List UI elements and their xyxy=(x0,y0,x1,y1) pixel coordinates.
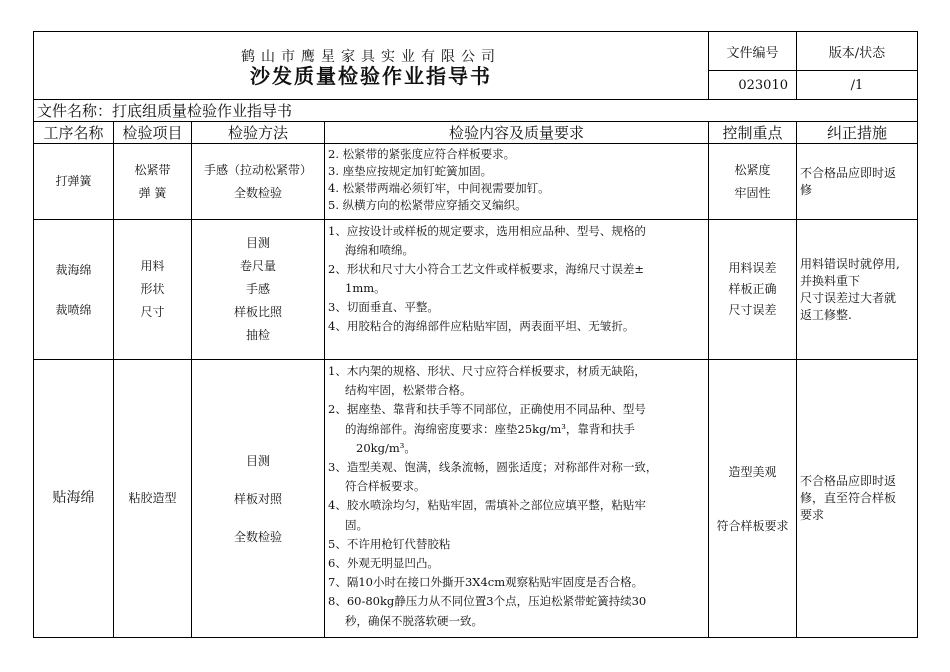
item-text: 用料 xyxy=(140,259,165,273)
requirements-cell xyxy=(325,220,709,360)
method-text: 手感 xyxy=(245,282,270,296)
item-text: 弹 簧 xyxy=(138,185,167,200)
requirement-line: 7、隔10小时在接口外撕开3X4cm观察粘贴牢固度是否合格。 xyxy=(328,575,644,590)
inspection-table xyxy=(33,31,918,638)
process-name: 裁喷绵 xyxy=(55,302,92,317)
method-text: 全数检验 xyxy=(233,529,282,544)
requirement-line: 8、60-80kg静压力从不同位置3个点，压迫松紧带蛇簧持续30 xyxy=(328,594,647,609)
correction-cell xyxy=(797,220,918,360)
method-text: 卷尺量 xyxy=(239,259,276,273)
correction-cell xyxy=(797,360,918,638)
control-cell xyxy=(709,220,797,360)
requirements-cell xyxy=(325,144,709,220)
item-cell xyxy=(114,360,192,638)
requirement-line: 2、据座垫、靠背和扶手等不同部位，正确使用不同品种、型号 xyxy=(328,402,646,417)
document-title: 沙发质量检验作业指导书 xyxy=(250,63,492,88)
col-header-correction: 纠正措施 xyxy=(797,122,918,144)
requirement-line: 5. 纵横方向的松紧带应穿插交叉编织。 xyxy=(328,198,527,212)
requirement-line: 的海绵部件。海绵密度要求：座垫25kg/m³，靠背和扶手 xyxy=(345,421,635,436)
col-header-method: 检验方法 xyxy=(192,122,325,144)
correction-text: 尺寸误差过大者就 xyxy=(800,290,897,305)
control-cell xyxy=(709,360,797,638)
correction-text: 用料错误时就停用, xyxy=(800,256,900,271)
process-name: 打弹簧 xyxy=(55,174,92,188)
correction-text: 返工修整. xyxy=(800,307,852,322)
method-text: 手感（拉动松紧带） xyxy=(203,162,312,177)
method-text: 目测 xyxy=(245,453,270,468)
requirement-line: 海绵和喷绵。 xyxy=(345,243,414,257)
process-cell xyxy=(34,220,114,360)
item-cell xyxy=(114,220,192,360)
col-header-process: 工序名称 xyxy=(34,122,114,144)
process-name: 裁海绵 xyxy=(55,262,92,277)
control-text: 牢固性 xyxy=(734,185,771,200)
table-row xyxy=(34,144,918,220)
requirement-line: 1mm。 xyxy=(345,281,386,295)
correction-text: 不合格品应即时返 xyxy=(800,165,897,180)
requirement-line: 2. 松紧带的紧张度应符合样板要求。 xyxy=(328,147,516,161)
method-text: 样板比照 xyxy=(233,305,282,319)
table-row xyxy=(34,360,918,638)
requirement-line: 4、用胶粘合的海绵部件应粘贴牢固，两表面平坦、无皱折。 xyxy=(328,319,635,333)
col-header-requirements: 检验内容及质量要求 xyxy=(325,122,709,144)
requirement-line: 1、应按设计或样板的规定要求，选用相应品种、型号、规格的 xyxy=(328,224,646,238)
col-header-control: 控制重点 xyxy=(709,122,797,144)
requirement-line: 4、胶水喷涂均匀，粘贴牢固，需填补之部位应填平整，粘贴牢 xyxy=(328,498,646,513)
control-text: 造型美观 xyxy=(728,464,777,479)
requirement-line: 2、形状和尺寸大小符合工艺文件或样板要求，海绵尺寸误差± xyxy=(328,262,644,276)
requirement-line: 3、切面垂直、平整。 xyxy=(328,300,439,314)
control-text: 尺寸误差 xyxy=(728,303,777,317)
requirement-line: 20kg/m³。 xyxy=(356,440,416,455)
document-name: 文件名称：打底组质量检验作业指导书 xyxy=(34,100,918,122)
item-text: 尺寸 xyxy=(140,305,165,319)
requirement-line: 1、木内架的规格、形状、尺寸应符合样板要求，材质无缺陷， xyxy=(328,364,646,378)
requirement-line: 符合样板要求。 xyxy=(345,479,426,494)
correction-text: 修，直至符合样板 xyxy=(800,491,897,505)
version-label: 版本/状态 xyxy=(797,32,918,71)
requirements-cell xyxy=(325,360,709,638)
correction-text: 并换料重下 xyxy=(800,273,861,288)
requirement-line: 3、造型美观、饱满，线条流畅，圆张适度；对称部件对称一致， xyxy=(328,460,658,475)
item-text: 形状 xyxy=(140,282,165,296)
requirement-line: 4. 松紧带两端必须钉牢，中间视需要加钉。 xyxy=(328,181,550,195)
control-text: 用料误差 xyxy=(728,261,777,275)
requirement-line: 固。 xyxy=(345,517,368,532)
method-cell xyxy=(192,144,325,220)
control-cell xyxy=(709,144,797,220)
requirement-line: 3. 座垫应按规定加钉蛇簧加固。 xyxy=(328,164,493,178)
table-row xyxy=(34,220,918,360)
control-text: 样板正确 xyxy=(728,282,777,296)
requirement-line: 结构牢固，松紧带合格。 xyxy=(345,383,472,398)
method-text: 抽检 xyxy=(245,328,270,342)
correction-cell xyxy=(797,144,918,220)
title-block xyxy=(34,32,709,100)
doc-no-value: 023010 xyxy=(709,71,797,100)
requirement-line: 5、不许用枪钉代替胶粘 xyxy=(328,536,451,551)
correction-text: 修 xyxy=(800,182,813,197)
item-cell xyxy=(114,144,192,220)
control-text: 松紧度 xyxy=(734,162,771,177)
method-cell xyxy=(192,220,325,360)
process-cell xyxy=(34,360,114,638)
correction-text: 要求 xyxy=(800,508,825,522)
version-value: /1 xyxy=(797,71,918,100)
company-name: 鹤山市鹰星家具实业有限公司 xyxy=(241,48,501,65)
method-text: 全数检验 xyxy=(233,185,282,200)
col-header-item: 检验项目 xyxy=(114,122,192,144)
control-text: 符合样板要求 xyxy=(716,518,789,533)
process-name: 贴海绵 xyxy=(52,490,95,506)
requirement-line: 6、外观无明显凹凸。 xyxy=(328,556,439,571)
requirement-line: 秒，确保不脱落软硬一致。 xyxy=(345,613,483,628)
method-cell xyxy=(192,360,325,638)
method-text: 样板对照 xyxy=(233,491,282,506)
correction-text: 不合格品应即时返 xyxy=(800,474,897,488)
item-text: 粘胶造型 xyxy=(128,491,177,505)
process-cell xyxy=(34,144,114,220)
doc-no-label: 文件编号 xyxy=(709,32,797,71)
method-text: 目测 xyxy=(245,236,270,250)
item-text: 松紧带 xyxy=(134,162,171,177)
